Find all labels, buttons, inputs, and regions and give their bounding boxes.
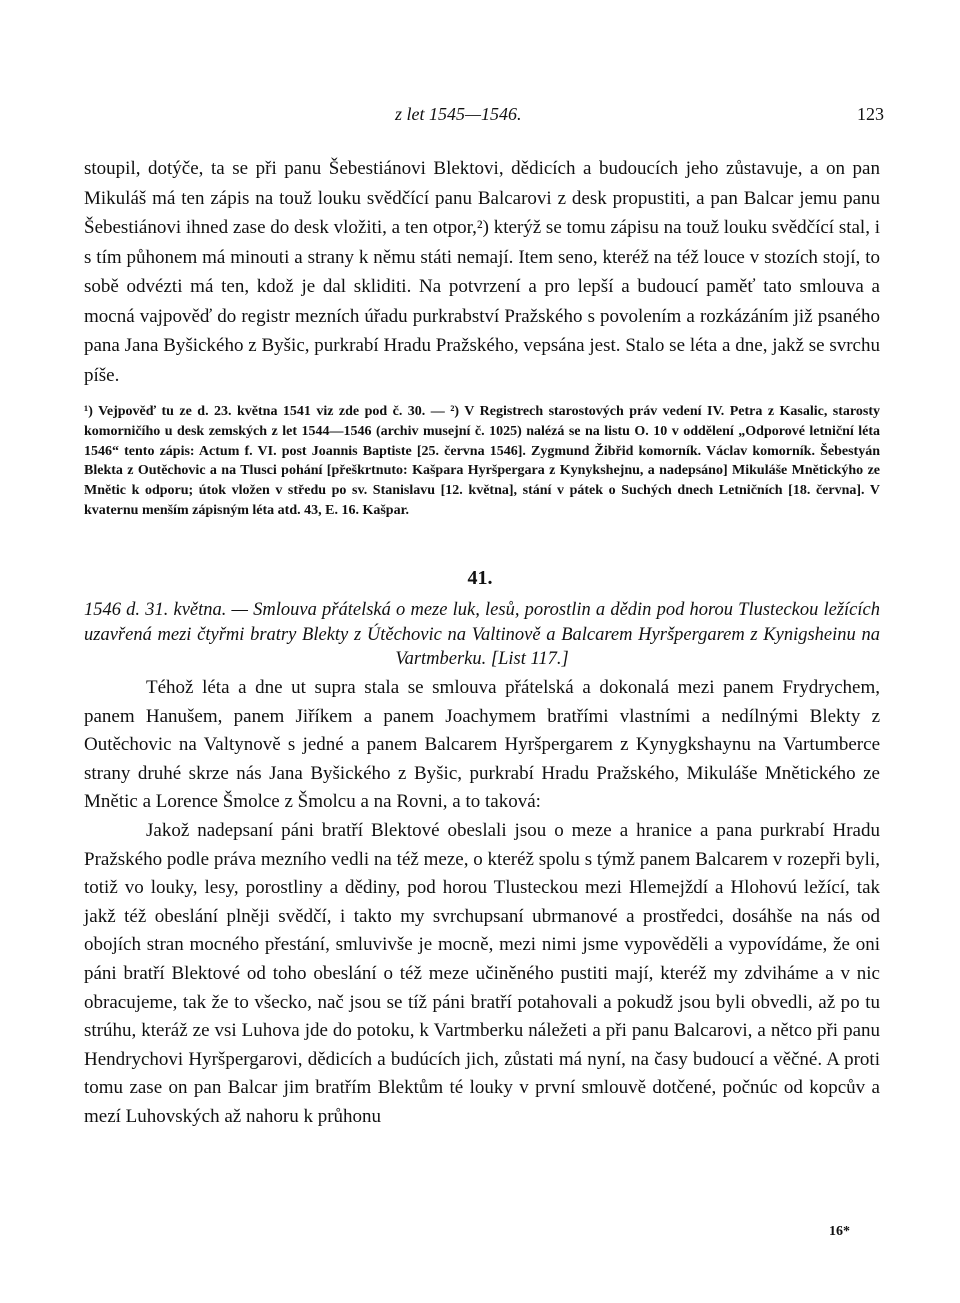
- running-head: [0, 104, 960, 128]
- footnotes: [84, 402, 880, 521]
- running-title: z let 1545—1546.: [395, 104, 522, 124]
- document-regest: [84, 598, 880, 672]
- document-number: 41.: [467, 567, 493, 589]
- signature-mark: 16*: [829, 1224, 850, 1239]
- paragraph: Téhož léta a dne ut supra stala se smlouva přátelská a dokonalá mezi panem Frydrychem, panem Hanušem, panem Jiříkem a panem Joachymem bratřími vlastními a nedílnými Blekty z Outěchovic na Valtynově s jedné a panem Balcarem Hyršpergarem z Kynygkshaynu na Vartumberce strany druhé skrze nás Jana Byšického z Byšic, purkrabí Hradu Pražského, Mikuláše Mnětického ze Mnětic a Lorence Šmolce z Šmolcu a na Rovni, a to taková:: [84, 677, 880, 813]
- paragraph: Jakož nadepsaní páni bratří Blektové obeslali jsou o meze a hranice a pana purkrabí Hradu Pražského podle práva mezního vedli na též meze, o kteréž spolu s týmž panem Balcarem v rozepři byli, totiž vo louky, lesy, porostliny a dědiny, pod horou Tlusteckou mezi Hlemejždí a Hlohovú ležící, tak jakž též obeslání plněji svědčí, i takto my svrchupsaní ubrmanové a prostředci, dosáhše na nás od obojích stran mocného přestání, smluvivše je mocně, mezi nimi jsme vypověděli a vypovídáme, že oni páni bratří Blektové od toho obeslání o též meze učiněného pustiti mají, kteréž my zdviháme a v nic obracujeme, tak že to všecko, nač jsou se tíž páni bratří potahovali a pokudž jsou byli obvedli, až po tu strúhu, kteráž ze vsi Luhova jde do potoku, k Vartmberku náležeti a při panu Balcarovi, a nětco při panu Hendrychovi Hyršpergarovi, dědicích a budúcích jich, zůstati má nyní, na časy budoucí a věčné. A proti tomu zase on pan Balcar jim bratřím Blektům té louky v první smlouvě dotčené, počnúc od kopcův a mezí Luhovských až nahoru k průhonu: [84, 819, 880, 1127]
- paragraph: stoupil, dotýče, ta se při panu Šebestiánovi Blektovi, dědicích a budoucích jeho zůstavuje, a on pan Mikuláš má ten zápis na touž louku svědčící panu Balcarovi z desk propustiti, a pan Balcar jemu panu Šebestiánovi ihned zase do desk vložiti, a ten otpor,²) kterýž se tomu zápisu na touž louku svědčící stal, i s tím půhonem má minouti a strany k němu státi nemají. Item seno, kteréž na též louce v stozích stojí, to sobě odvézti má ten, kdož je dal skliditi. Na potvrzení a pro lepší a budoucí paměť tato smlouva a mocná vajpověď do registr mezních úřadu purkrabství Pražského s povolením a rozkázáním již psaného pana Jana Byšického z Byšic, purkrabí Hradu Pražského, vepsána jest. Stalo se léta a dne, jakž se svrchu píše.: [84, 158, 880, 386]
- document-text: [84, 674, 880, 1132]
- continued-text: [84, 154, 880, 390]
- page-number: 123: [857, 104, 884, 124]
- regest-text: 1546 d. 31. května. — Smlouva přátelská o meze luk, lesů, porostlin a dědin pod horou Tlusteckou ležících uzavřená mezi čtyřmi bratry Blekty z Útěchovic na Valtinově a Balcarem Hyršpergarem z Kynigsheinu na Vartmberku. [List 117.]: [84, 600, 880, 669]
- footnote-text: ¹) Vejpověď tu ze d. 23. května 1541 viz zde pod č. 30. — ²) V Registrech starostových práv vedení IV. Petra z Kasalic, starosty komorničího u desk zemských z let 1544—1546 (archiv musejní č. 1025) nalézá se na listu O. 10 v oddělení „Odporové letniční léta 1546“ tento zápis: Actum f. VI. post Joannis Baptiste [25. června 1546]. Zygmund Žibřid komorník. Václav komorník. Šebestyán Blekta z Outěchovic a na Tlusci pohání [přeškrtnuto: Kašpara Hyršpergara z Kynykshejnu, a nadepsáno] Mikuláše Mnětickýho ze Mnětic k odporu; útok vložen v středu po sv. Stanislavu [12. května], stání v pátek o Suchých dnech Letničních [18. června]. V kvaternu menším zápisným léta atd. 43, E. 16. Kašpar.: [84, 404, 880, 518]
